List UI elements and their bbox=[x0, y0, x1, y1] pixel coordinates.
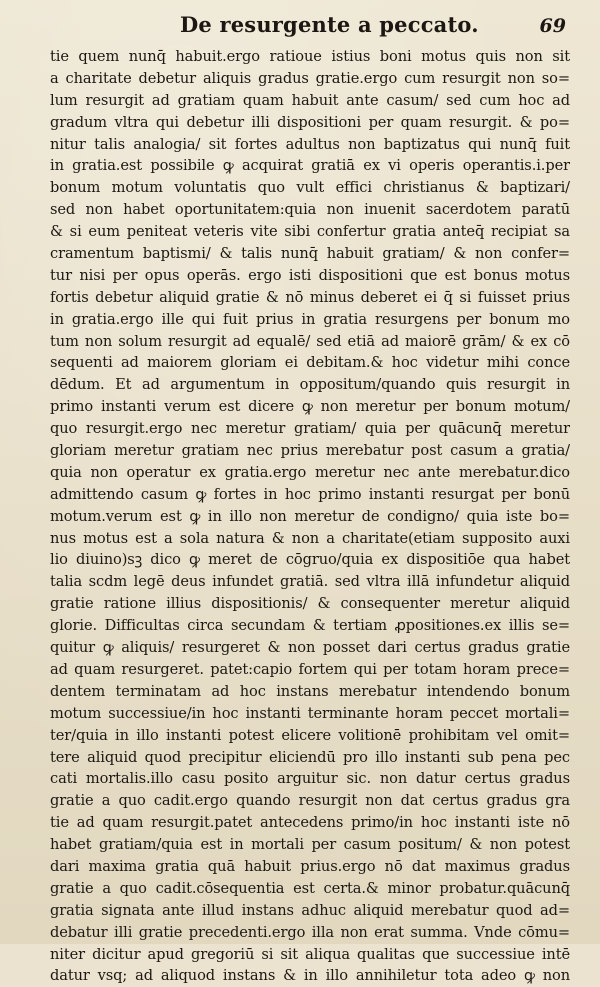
text-line: cati mortalis.illo casu posito arguitur sic. non datur certus gradus bbox=[50, 770, 570, 788]
text-line: quia non operatur ex gratia.ergo meretur nec ante merebatur.dico bbox=[50, 463, 570, 481]
text-line: gratie a quo cadit.cōsequentia est certa.& minor probatur.quācunq̄ bbox=[50, 879, 570, 897]
text-line: a charitate debetur aliquis gradus gratie.ergo cum resurgit non so= bbox=[50, 69, 570, 87]
body-text bbox=[50, 46, 570, 987]
text-line: primo instanti verum est dicere ꝙ non meretur per bonum motum/ bbox=[50, 398, 570, 416]
folio-number: 69 bbox=[539, 15, 566, 37]
running-head: De resurgente a peccato. bbox=[180, 12, 479, 37]
text-line: gratie a quo cadit.ergo quando resurgit non dat certus gradus gra bbox=[50, 792, 570, 810]
text-line: quitur ꝙ aliquis/ resurgeret & non posset dari certus gradus gratie bbox=[50, 639, 570, 657]
text-line: datur vsq; ad aliquod instans & in illo annihiletur tota adeo ꝙ non bbox=[50, 967, 570, 985]
text-line: ter/quia in illo instanti potest elicere volitionē prohibitam vel omit= bbox=[50, 726, 570, 744]
text-line: dentem terminatam ad hoc instans merebatur intendendo bonum bbox=[50, 682, 570, 700]
text-line: glorie. Difficultas circa secundam & tertiam ꝓpositiones.ex illis se= bbox=[50, 617, 570, 635]
text-line: gloriam meretur gratiam nec prius merebatur post casum a gratia/ bbox=[50, 442, 570, 460]
text-line: fortis debetur aliquid gratie & nō minus deberet ei q̄ si fuisset prius bbox=[50, 288, 570, 306]
text-line: & si eum peniteat veteris vite sibi confertur gratia anteq̄ recipiat sa bbox=[50, 223, 570, 241]
text-line: habet gratiam/quia est in mortali per casum positum/ & non potest bbox=[50, 836, 570, 854]
text-line: nitur talis analogia/ sit fortes adultus non baptizatus qui nunq̄ fuit bbox=[50, 135, 570, 153]
text-line: tere aliquid quod precipitur eliciendū pro illo instanti sub pena pec bbox=[50, 748, 570, 766]
text-line: tum non solum resurgit ad equalē/ sed etiā ad maiorē grām/ & ex cō bbox=[50, 332, 570, 350]
text-line: dēdum. Et ad argumentum in oppositum/quando quis resurgit in bbox=[50, 376, 570, 394]
text-line: gradum vltra qui debetur illi dispositioni per quam resurgit. & po= bbox=[50, 113, 570, 131]
text-line: debatur illi gratie precedenti.ergo illa non erat summa. Vnde cōmu= bbox=[50, 923, 570, 941]
text-line: gratie ratione illius dispositionis/ & consequenter meretur aliquid bbox=[50, 595, 570, 613]
text-line: in gratia.est possibile ꝙ acquirat gratiā ex vi operis operantis.i.per bbox=[50, 157, 570, 175]
text-line: tur nisi per opus operās. ergo isti dispositioni que est bonus motus bbox=[50, 266, 570, 284]
text-line: lio diuino)sꝫ dico ꝙ meret de cōgruo/quia ex dispositiōe qua habet bbox=[50, 551, 570, 569]
text-line: lum resurgit ad gratiam quam habuit ante casum/ sed cum hoc ad bbox=[50, 91, 570, 109]
page-header bbox=[50, 12, 570, 44]
text-line: talia scdm legē deus infundet gratiā. sed vltra illā infundetur aliquid bbox=[50, 573, 570, 591]
text-line: nus motus est a sola natura & non a charitate(etiam supposito auxi bbox=[50, 529, 570, 547]
text-line: sequenti ad maiorem gloriam ei debitam.& hoc videtur mihi conce bbox=[50, 354, 570, 372]
text-line: tie quem nunq̄ habuit.ergo ratioue istius boni motus quis non sit bbox=[50, 48, 570, 65]
text-line: admittendo casum ꝙ fortes in hoc primo instanti resurgat per bonū bbox=[50, 485, 570, 503]
text-line: gratia signata ante illud instans adhuc aliquid merebatur quod ad= bbox=[50, 901, 570, 919]
text-line: tie ad quam resurgit.patet antecedens primo/in hoc instanti iste nō bbox=[50, 814, 570, 832]
text-line: bonum motum voluntatis quo vult effici christianus & baptizari/ bbox=[50, 179, 570, 197]
text-line: quo resurgit.ergo nec meretur gratiam/ quia per quācunq̄ meretur bbox=[50, 420, 570, 438]
text-line: motum successiue/in hoc instanti terminante horam peccet mortali= bbox=[50, 704, 570, 722]
text-line: cramentum baptismi/ & talis nunq̄ habuit gratiam/ & non confer= bbox=[50, 245, 570, 263]
text-line: dari maxima gratia quā habuit prius.ergo nō dat maximus gradus bbox=[50, 857, 570, 875]
text-line: ad quam resurgeret. patet:capio fortem qui per totam horam prece= bbox=[50, 660, 570, 678]
text-line: motum.verum est ꝙ in illo non meretur de condigno/ quia iste bo= bbox=[50, 507, 570, 525]
text-line: sed non habet oportunitatem:quia non inuenit sacerdotem paratū bbox=[50, 201, 570, 219]
text-line: niter dicitur apud gregoriū si sit aliqua qualitas que successiue intē bbox=[50, 945, 570, 963]
text-line: in gratia.ergo ille qui fuit prius in gratia resurgens per bonum mo bbox=[50, 310, 570, 328]
